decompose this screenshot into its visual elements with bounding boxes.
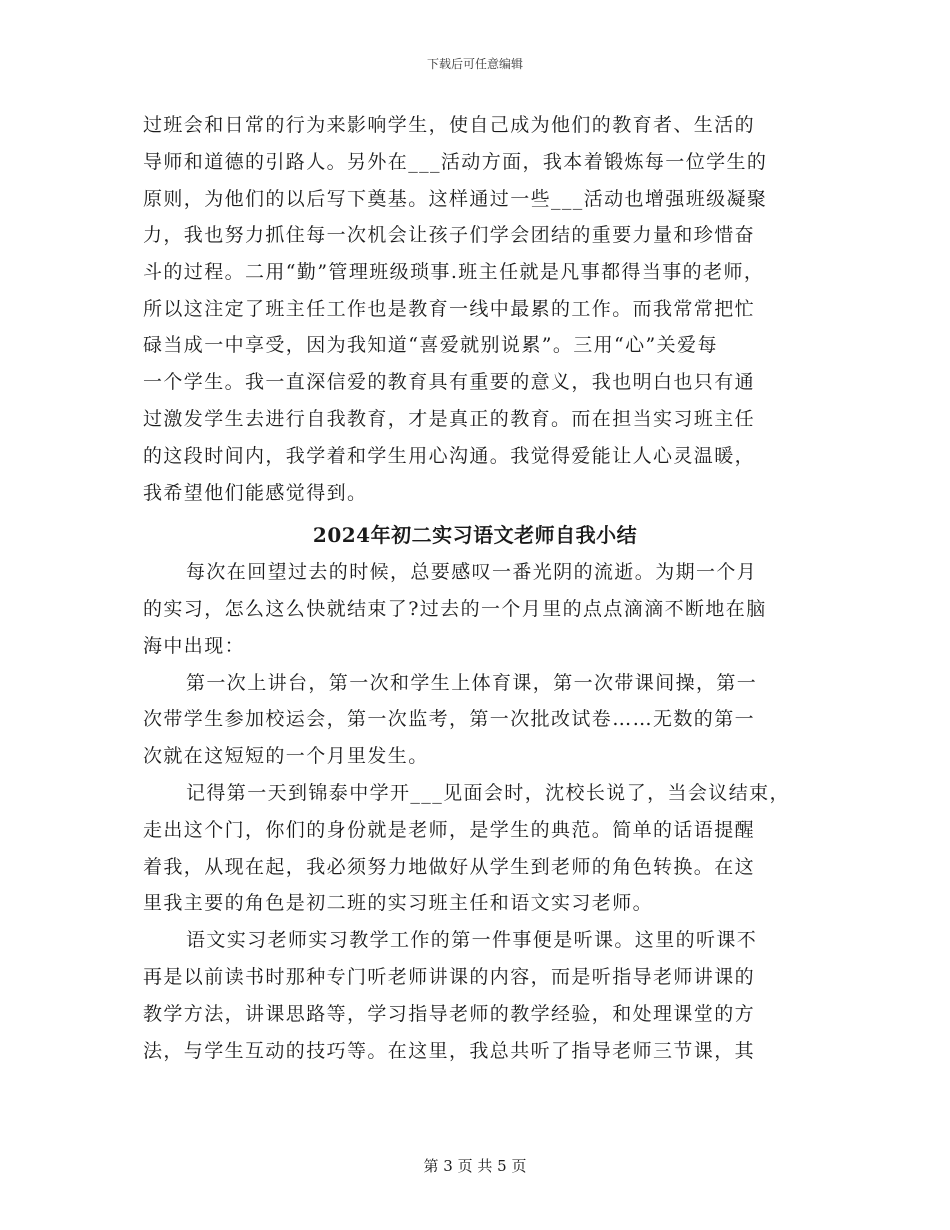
text-line: 次就在这短短的一个月里发生。	[143, 745, 429, 767]
text-line: 原则，为他们的以后写下奠基。这样通过一些___活动也增强班级凝聚	[143, 188, 768, 210]
text-line: 法，与学生互动的技巧等。在这里，我总共听了指导老师三节课，其	[143, 1040, 756, 1062]
text-line: 一个学生。我一直深信爱的教育具有重要的意义，我也明白也只有通	[143, 371, 756, 393]
text-line: 力，我也努力抓住每一次机会让孩子们学会团结的重要力量和珍惜奋	[143, 224, 756, 246]
text-line: 次带学生参加校运会，第一次监考，第一次批改试卷……无数的第一	[143, 708, 756, 730]
text-line: 碌当成一中享受，因为我知道“喜爱就别说累”。三用“心”关爱每	[143, 334, 718, 356]
text-line: 导师和道德的引路人。另外在___活动方面，我本着锻炼每一位学生的	[143, 151, 768, 173]
text-line: 走出这个门，你们的身份就是老师，是学生的典范。简单的话语提醒	[143, 819, 756, 841]
page-footer: 第 3 页 共 5 页	[423, 1157, 527, 1175]
text-line: 的这段时间内，我学着和学生用心沟通。我觉得爱能让人心灵温暖，	[143, 445, 756, 467]
section-title: 2024年初二实习语文老师自我小结	[312, 523, 638, 547]
text-line: 再是以前读书时那种专门听老师讲课的内容，而是听指导老师讲课的	[143, 966, 756, 988]
text-line: 记得第一天到锦泰中学开___见面会时，沈校长说了，当会议结束，	[186, 782, 790, 804]
text-line: 第一次上讲台，第一次和学生上体育课，第一次带课间操，第一	[186, 672, 758, 694]
text-line: 教学方法，讲课思路等，学习指导老师的教学经验，和处理课堂的方	[143, 1003, 756, 1025]
text-line: 过激发学生去进行自我教育，才是真正的教育。而在担当实习班主任	[143, 408, 756, 430]
text-line: 所以这注定了班主任工作也是教育一线中最累的工作。而我常常把忙	[143, 298, 756, 320]
text-line: 斗的过程。二用“勤”管理班级琐事.班主任就是凡事都得当事的老师，	[143, 261, 765, 283]
text-line: 语文实习老师实习教学工作的第一件事便是听课。这里的听课不	[186, 929, 758, 951]
page-header: 下载后可任意编辑	[426, 57, 523, 71]
text-line: 每次在回望过去的时候，总要感叹一番光阴的流逝。为期一个月	[186, 561, 758, 583]
text-line: 的实习，怎么这么快就结束了?过去的一个月里的点点滴滴不断地在脑	[143, 598, 767, 620]
text-line: 我希望他们能感觉得到。	[143, 482, 368, 504]
text-line: 过班会和日常的行为来影响学生，使自己成为他们的教育者、生活的	[143, 114, 756, 136]
text-line: 海中出现：	[143, 635, 246, 657]
text-line: 着我，从现在起，我必须努力地做好从学生到老师的角色转换。在这	[143, 856, 756, 878]
text-line: 里我主要的角色是初二班的实习班主任和语文实习老师。	[143, 892, 654, 914]
